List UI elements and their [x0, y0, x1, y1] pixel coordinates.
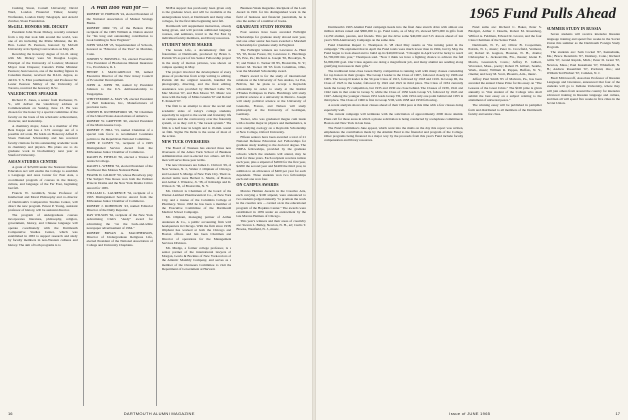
section-heading: McGILL HONORS MR. DICKEY	[8, 25, 69, 29]
paragraph: A recent analysis shows most classes ahead of their 1964 pace at this time with a few classes doing especially well.	[324, 103, 464, 112]
sidebar-item: RALPH L. WEBER '32, elected President of the Northwest Des Moines National Bank.	[86, 163, 153, 173]
sidebar-item: ROBERT F. HILL '53, named Chairman of a special task force to recommend Louisiana politics to the Republican National Committee.	[86, 128, 153, 141]
paragraph: The Greek Life, a documentary film on fraternities at Dartmouth, produced by Brian L. Portnik '65 as part of his Senior Fellowship project in the study of motion pictures, was shown on campus opening in May.	[161, 47, 232, 69]
paragraph: The Fulbright winners are Lawrence A. Hunt '65, '65, Rosie Forest, Ill.; Lawrence C. Hutchings '65, Erie, Pa.; Richard A. Joseph '65, Brooklyn, N. Y.; and Walter C. Tucker III '65, Bronxville, N. Y.; Robert M. Tucker III '65 from Columbus, Ohio, won the Marshall Scholarship award.	[236, 47, 306, 74]
sidebar-item: ROBERT W. GRIFFITH '40, elected President of the Maid-Greene Corp.	[86, 119, 153, 128]
section-heading: GRADUATE STUDY HONORS	[236, 25, 293, 29]
left-col-3	[162, 6, 232, 406]
paragraph: A grant of $25,000 under the National Defense Education Act will enable the College to establish a Language and Area Center for East Asia, a coordinated program of courses in the history, culture, and language of the Far East, beginning last fall.	[8, 164, 78, 191]
paragraph: Marcus Heiman Awards in the Creative Arts, each carrying a $100 stipend, were announced to two students judged annually "to promote the work in the creative arts ... carried on in the educational program of the Hopkins Center." The awards were established in 1959 under an endowment by the late Marcus Heiman of Chicago.	[236, 188, 306, 219]
section-heading: NEW TUCK OVERSEERS	[161, 140, 210, 145]
paragraph: Mr. Oliphant, managing partner of Arthur Andersen & Co., a public accounting firm with headquarters in Chicago. With the firm since 1938, Oliphant has worked at both the Chicago and Boston offices and has been Chairman and Director of operations for the Management Services Division.	[161, 215, 232, 245]
paragraph: Mr. Chilcott is Chairman of the board of the Warner-Lambert Pharmaceutical Co., of New York City, and a trustee of the Columbia College of Pharmacy. Since 1963 he has been a member of the Executive Committee of the Dartmouth Medical School Campaign.	[161, 189, 232, 215]
right-columns	[324, 25, 620, 406]
paragraph: The traditional inter-class Green Derby competition is running well with many classes contending for top honors in their groups. The Group I leader is the Class of 1907, followed closely by 1906 and 1905. The Group II leader is the 50-year Class of 1915, followed by 1918 and 1919. In Group III, the Class of 1923 is the leader, followed by 1922 and 1921 in third place. The Class of 1934 currently leads the Group IV competition, but 1935 and 1930 are close behind. The Classes of 1939, 1941 and 1942 rank in that order in Group V, while the Class of 1950 leads Group VI, followed by 1945 and 1947. Among the younger classes 1951 leads Group VII, with 1954 only one point behind and 1955 in third place. The Class of 1960 is first in Group VIII, with 1958 and 1959 following.	[324, 68, 464, 103]
paragraph: This year's winners and their areas of creativity are: Steven L. Bailey, Newton, N. H., art; Curtis T. Brooks, Westfield, N. J., music.	[236, 218, 306, 232]
paragraph: Fifteen seniors have been awarded a total of 21 National Defense Education Act Fellowships for graduate study leading to the doctoral degree. The NDEA fellowships, provided by the graduate schools which the students will attend, may be held for three years. Each recipient receives tuition each year, plus a stipend of $2000 for the first year, $2200 the second year and $2400 the third year, in addition to an allowance of $400 per year for each dependent. Three students won two fellowships each and one won four.	[236, 134, 306, 182]
sidebar-item: FRANK D. GILROY '50, whose Broadway play The Subject Was Roses won both the Pulitzer Prize in Drama and the New York Drama Critics Award for 1965.	[86, 172, 153, 190]
paragraph: NDEA support has previously been given only to the graduate level, and will be available at the undergraduate level, at Dartmouth and many other colleges, for the first time beginning next fall.	[161, 6, 232, 23]
sidebar-title: A Wah Hoo Wah for —	[90, 6, 149, 11]
sidebar-item: JOHN A. JOHN '38, named by President Johnson to the U.S. Ambassadorship to Tanganyika.	[86, 83, 153, 96]
paragraph: Mr. Mudge, a former college professor, is a senior partner of the international lawyers of Morgan, Lewis & Bockius of New York.rectors of the Atlantic Monthly Company, and serves as a member of the Overseers Committee to visit the Department of Government at Harvard.	[161, 245, 232, 271]
headline: 1965 Fund Pulls Ahead	[469, 6, 616, 22]
issue-date: Issue of JUNE 1965	[449, 411, 491, 416]
paragraph: Hunt's award is for the study of international relations at the University of San Andres, La Paz, Bolivia, but he plans to accept a Reynolds scholarship in order to study at the Institut d'Etudes Politiques in Paris. Hutchings will study political science at a university in Mexico. Joseph will study political science at the University of Grenoble, France, and Nelson will study philosophy at the University of Gottingen, Germany.	[236, 73, 306, 117]
section-heading: ON CAMPUS AWARDS	[236, 183, 279, 188]
section-heading: STUDENT MOVIE MAKER	[161, 42, 213, 47]
page-number-left: 16	[8, 411, 13, 416]
paragraph: Cushing Street, Cornell University; David Ward, London Financial Times; Jeremy Wolfenden, London Daily Telegraph, and Arnold Zurcher, Sloan Foundation.	[8, 6, 78, 23]
sidebar-item: ROBERT J. ROBINSON '43, named Editorial Director of the Daily Reporter.	[86, 203, 153, 213]
paragraph: A chemistry major, Jones is a member of Phi Beta Kappa and has a 3.72 average out of a possible 4.0 scale. He holds an Honorary Alfred P. Sloan National Scholarship and has received faculty citations for his outstanding academic work in chemistry and physics. His plans are to do graduate work in biochemistry next year at Stanford University.	[8, 123, 78, 158]
paragraph: President John Sloan Dickey, recently returned from a trip that took him around the world, was one of six including the Prime Minister, the Rt. Hon. Lester B. Pearson, honored by McGill University at its Spring Convocation on May 28.	[8, 30, 78, 52]
paragraph: Seven students will receive intensive Russian language training and spend five weeks in the Soviet Union this summer as the Dartmouth Foreign Study Program.	[546, 32, 620, 49]
left-columns	[8, 6, 306, 406]
paragraph: Receiving the honorary degree of LL.D. along with Mr. Dickey were Sir Douglas Logan, Principal of the University of London; Montreal Mayor Jean Drapeau; Canada's Prime Minister Pearson; Jean Gascon, one of the leading figures in Canadian theater, received the D.Litt. degree, as did Dr. T. S. Eliot posthumously; and Professor Sir Lester Pearson Smiley of the University of Toronto, received the honorary D.Sc.	[8, 52, 78, 91]
magazine-name: DARTMOUTH ALUMNI MAGAZINE	[123, 411, 195, 416]
sidebar-item: JOSEPH B. RUTHERFORD '28, '50 Chairman of the United States Associations of America.	[86, 109, 153, 119]
left-col-1	[8, 6, 78, 406]
paragraph: The current campaign will terminate with the solicitation of approximately 2000 more alumni. Plans call for those areas in which a phone solicitation is being conducted by a telephone committee in Boston and New York in late June.	[324, 112, 464, 125]
left-footer	[8, 411, 306, 416]
section-heading: VALEDICTORY SPEAKER	[8, 92, 58, 97]
page-number-right: 17	[615, 411, 620, 416]
sidebar-list	[87, 12, 153, 247]
sidebar-item: HENRY J. MASCARELLO '38, named Executive Director of the New Jersey Council of Economic Development.	[86, 69, 153, 83]
paragraph: Dartmouth, N. Y., art; Oliver B. Cooperman, Patrick, N. J., music; Peter K. Crowfield, Vermont, art; Robert R. Gagnon, Houston, N. H., drama; Christopher L. Jacksonville, Fla., theater; Glenn E. Morris, Greenwich, Conn.; Jeffrey E. Gilbert, Worcester, Mass., poetry; Robert H. Gilbert, Seattle, Wash., music; William R. Pappas, Buffalo, N. Y., cinema; and Gary M. Scott, Phoenix, Ariz., music.	[468, 42, 542, 77]
paragraph: The Fund Committee's June appeal, which went into the mails on the day this report was written, emphasizes the contribution made by the Alumni Fund to the financial and program of the College. Other programs being financed in a major way by the proceeds from this year's Fund include faculty compensation and library resources.	[324, 125, 464, 143]
paragraph: Fund Chairman Rupert C. Thompson Jr. '28 cited May results as "the turning point in the campaign." He explained that in April the Fund totals were much lower than in 1964, but by May the Fund began to look ahead and to build up its $40,000 lead. "I thought in April we'd be lucky to reach $1,700,000 this year," Thompson said. "Now I think we have a fighting chance to achieve the full $1,800,000 goal. Our Class Agents are doing a magnificent job, and many alumni are sending along gratifying increases in their gifts."	[324, 42, 464, 68]
sidebar-item: WILLIAM L. LAURENCE '52, recipient of a 1965 Distinguished Service Award from the Milwaukee Junior Chamber of Commerce.	[86, 190, 153, 204]
paragraph: The program of undergraduate courses incorporates literature, philosophy, religion, government, history, and Chinese language will operate coordinately with the Dartmouth Comparative Studies Center, which was established in 1963 to support research and study by faculty members in non-Western cultures and history. The aim of both programs is to	[8, 212, 78, 247]
paragraph: Jeffrey Paul Smith '65 of Malvern, Pa., has been awarded the annual Chase Prize for his essay on "The Lessons of the Great Crisis." The $100 prize is given annually to "that student of the College who shall submit the best essay on a subject relating to the attainment of universal peace."	[468, 77, 542, 103]
sidebar-item: JOHN P. LOSEY '51, recipient of a 1965 Distinguished Service Award from the Milwaukee Junior Chamber of Commerce.	[86, 141, 153, 154]
sidebar-item: JOSEPH V. BOSWELL '34, elected Executive Vice President of Blackstone Mutual Insurance Co., Providence, R. I.	[86, 56, 153, 70]
right-col-2	[468, 25, 541, 406]
paragraph: Dartmouth's 1965 Alumni Fund campaign heads into the final June stretch drive with almost one million dollars raised and $800,000 to go. Fund totals, as of May 25, showed $975,000 in gifts from 12,250 alumni, parents, and friends. This put the drive some $40,000 and 515 donors ahead of last year's 50th Anniversary Campaign on the same date.	[324, 25, 464, 42]
paragraph: Four seniors have been awarded Fulbright Scholarships for graduate study abroad next year, and one other senior has been awarded a Marshall Scholarship for graduate study in England.	[236, 30, 306, 47]
paragraph: Basil Milovsoroff, Associate Professor of Russian Language and Literature, announced that four of the students will go to Indiana University, where they will join others from around the country for intensive advanced training in Russian language and culture, and then all will spend five weeks in five cities in the Soviet Union.	[546, 75, 620, 106]
paragraph: Francis W. Gramlich, Stone Professor of Intellectual and Moral Philosophy and co-director of Dartmouth's Comparative Studies Center, will direct the new program. Ernest P. Young, assistant professor of history, will be assistant director.	[8, 191, 78, 213]
paragraph: Business Week magazine. Recipient of the Loeb Award in 1961 for his distinguished work in the field of business and financial journalism, he is also the author of a number of books.	[236, 6, 306, 23]
wah-hoo-wah-sidebar	[83, 6, 157, 406]
paragraph: Fund sums are: Richard C. Baker, Peter S. Blodgett, Arthur J. Deselle, Robert M. Rosenberg, Wilfred A. Feldman, Edward R. Grover, and the four Class Chairmen of the Senior Fund.	[468, 25, 542, 42]
sidebar-item: RALPH B. FIFIELD '36, elected a Trustee of Antioch College.	[86, 154, 153, 164]
paragraph: The Board of Trustees has elected three new Overseers of the Amos Tuck School of Business Administration and re-elected two others. All five men will serve three-year terms.	[161, 145, 232, 163]
sidebar-item: ROBERT ORR '33, of the Benton Prize recipient of the 1965 William A. Dutton Award for "his long and outstanding contribution to book building in New England."	[86, 25, 153, 43]
right-col-1	[324, 25, 463, 406]
paragraph: The project involved the development of every phase of production from script writing to editing. Portnik did the original research, handled the photography, directing, and the final editing. Assistance was provided by Michael Lidie '65, Mac Morton '67, and Ben Moore '67. Music was done with the help of Miles Gruehn '67 and Robert E. Pennell '67.	[161, 69, 232, 104]
section-heading: SUMMER STUDY IN RUSSIA	[546, 27, 602, 31]
right-page	[316, 0, 628, 420]
paragraph: The film is an attempt to show the social and academic sides of today's college students, especially in regard to the social and fraternity life on campus and the controversy over the fraternity system, or as they call it, "the Greek system." The film is a half hour in length and is 16-mm. sound on film. Sigma Nu Delta is the scene of most of the action.	[161, 104, 232, 139]
right-footer	[324, 411, 620, 416]
paragraph: Tucker, who was graduated magna cum laude with a double major in physics and mathematics, is now studying zoology on a Reynolds Scholarship at New College, Oxford University.	[236, 117, 306, 134]
sidebar-item: ROBERT BRYAN A. MACPHERSON, Director of Undergraduate Religious Life, elected President of the National Association of College and University Chaplains.	[86, 230, 153, 248]
paragraph: The new Overseers are James C. Chilcott '29, of New Vernon, N. J., Walter J. Oliphant of Chicago, and Leonard S. Mudge of New York City. Their re-elected terms were Herbert L. Shultz, of Boston, and Arthur J. Winslow, Jr. '38, of Kittredge and K. Wilson Jr. '36, of Bronxville, N. Y.	[161, 163, 232, 189]
sidebar-item: WHITTEMORE A. MAY '28, elected President of Bell Industries, Inc., Manufacturers of precision tools.	[86, 96, 153, 110]
paragraph: Dartmouth will supplement instruction, already being given, and will provide additional language courses, and seminars, travel to the Far East by individual faculty members, and library resources.	[161, 23, 232, 41]
paragraph: Richard E. Jones, a senior from Rochester, N. Y., will deliver the valedictory address at Commencement on Sunday, June 13. He was chosen for the honor by a special committee of the faculty on the basis of his scholastic achievement, character, and leadership.	[8, 97, 78, 123]
sidebar-item: RAY WILSON '62, recipient of the New York Advertising Club's "Andy" award for advertising the "on the back-and-white newspaper advertisement of 1964."	[86, 213, 153, 230]
left-col-4	[236, 6, 306, 406]
sidebar-item: ROBERT W. HOBSON '24, elected President of the National Association of Mutual Savings Banks.	[86, 12, 153, 25]
right-col-3	[547, 25, 620, 406]
paragraph: The winning essay will be published in pamphlet form and distributed to all members of the Dartmouth faculty and senior class.	[468, 103, 542, 116]
sidebar-item: JOHN WALSH '23, Superintendent of Schools, honored as "Educator of the Year" in Meriden, Conn.	[86, 43, 153, 56]
left-page	[0, 0, 312, 420]
section-heading: ASIAN STUDIES CENTER	[8, 159, 57, 164]
paragraph: The students are: Sam Cockel '67, Kennebunk, Me.; Bruce DeAmicis '67, Danbury, Conn.; Richard Gillis '67, Grand Rapids, Mich.; Peter D. Grant '67, Newton, Mass.; Paul Kussmann '67, Whitefield, N. H.; Andrew Rosenblatt '67, Portland, Ore.; and William Ted Ehrhart '67, Camden, N. J.	[546, 49, 620, 76]
